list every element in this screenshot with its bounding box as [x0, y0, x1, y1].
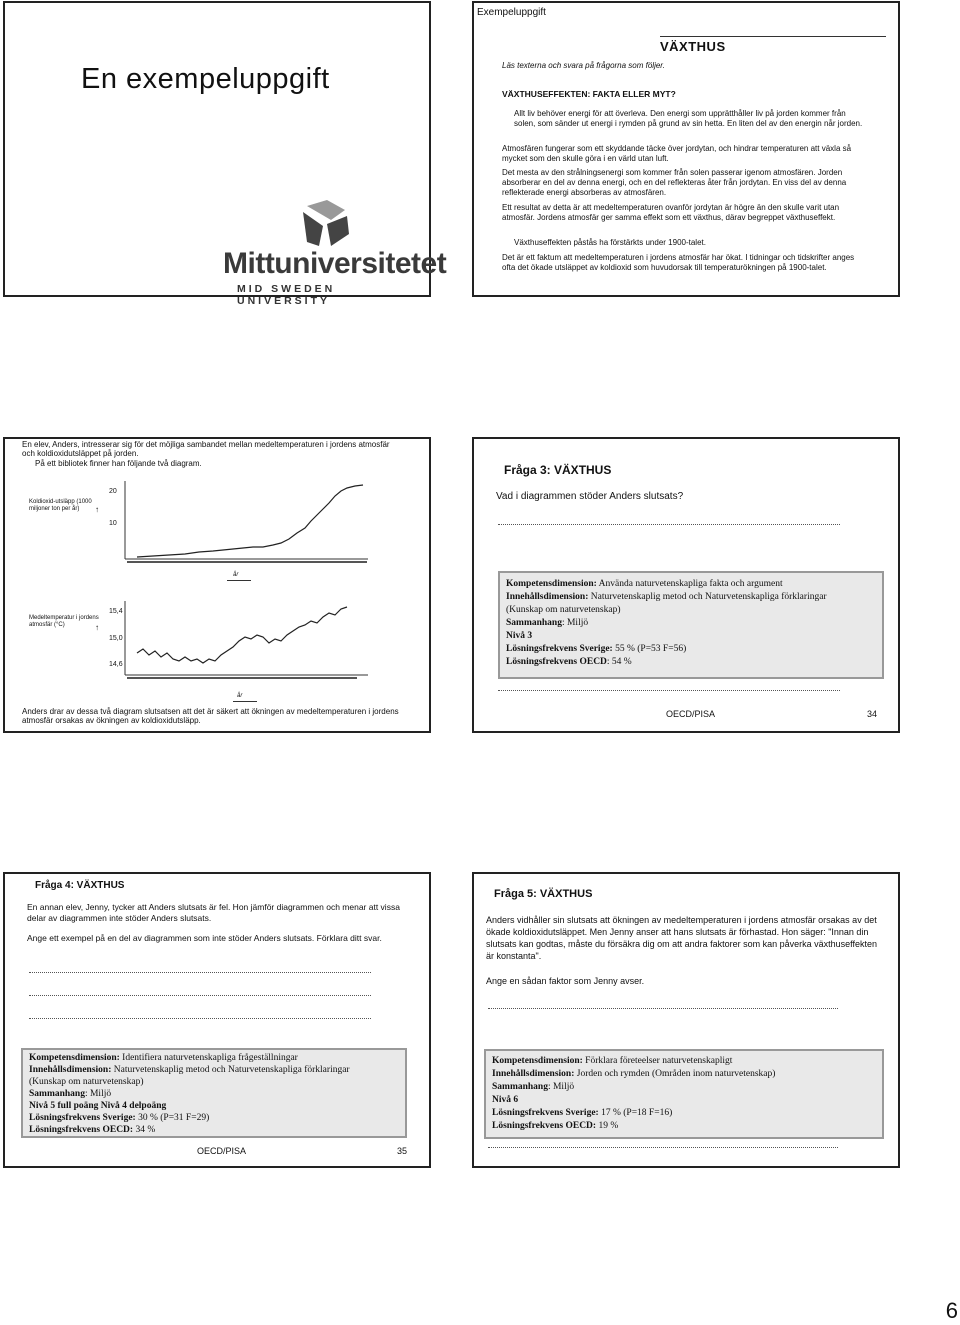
slide-question-5 — [472, 872, 900, 1168]
assessment-row: Lösningsfrekvens OECD: 34 % — [29, 1125, 156, 1135]
assessment-row: Kompetensdimension: Identifiera naturvetenskapliga frågeställningar — [29, 1053, 298, 1063]
assessment-row: Lösningsfrekvens OECD: 54 % — [506, 657, 632, 667]
text-paragraph: Växthuseffekten påstås ha förstärkts under 1900-talet. — [514, 238, 706, 247]
assessment-box — [498, 571, 884, 679]
title-rule — [660, 36, 886, 37]
temperature-chart — [123, 601, 373, 683]
question-paragraph: Ange ett exempel på en del av diagrammen som inte stöder Anders slutsats. Förklara ditt svar. — [27, 933, 382, 943]
chart2-ytick: 15,0 — [109, 635, 123, 642]
footer-page: 35 — [397, 1146, 408, 1156]
assessment-row: Innehållsdimension: Naturvetenskaplig metod och Naturvetenskapliga förklaringar — [29, 1065, 350, 1075]
document-title: VÄXTHUS — [660, 39, 726, 54]
chart2-xlabel: år — [237, 693, 243, 699]
up-arrow-icon: ↑ — [95, 623, 99, 632]
assessment-row: Nivå 3 — [506, 631, 533, 641]
slide-title — [3, 1, 447, 307]
chart1-ytick: 10 — [109, 520, 117, 527]
chart2-ytick: 15,4 — [109, 608, 123, 615]
logo-subtitle: MID SWEDEN UNIVERSITY — [237, 283, 336, 307]
assessment-row: Innehållsdimension: Naturvetenskaplig metod och Naturvetenskapliga förklaringar — [506, 592, 827, 602]
answer-line — [29, 1017, 371, 1019]
question-title: Fråga 3: VÄXTHUS — [504, 463, 612, 477]
assessment-row: Kompetensdimension: Använda naturvetenskapliga fakta och argument — [506, 579, 783, 589]
assessment-row: Innehållsdimension: Jorden och rymden (Områden inom naturvetenskap) — [492, 1069, 776, 1079]
page-number: 6 — [945, 1298, 958, 1323]
assessment-row: (Kunskap om naturvetenskap) — [29, 1077, 144, 1087]
assessment-row: Lösningsfrekvens Sverige: 17 % (P=18 F=16) — [492, 1108, 673, 1118]
university-logo-icon — [301, 198, 353, 248]
assessment-row: Nivå 5 full poäng Nivå 4 delpoäng — [29, 1101, 167, 1111]
assessment-row: Sammanhang: Miljö — [506, 618, 589, 628]
text-paragraph: Det mesta av den strålningsenergi som kommer från solen passerar igenom atmosfären. Jorden absorberar en del av denna energi, och en del reflekteras åter från jordytan. En viss del av denna reflekterade energi absorberas av atmosfären. — [502, 168, 847, 197]
right-arrow-icon — [227, 580, 251, 581]
answer-line — [29, 971, 371, 973]
assessment-row: Sammanhang: Miljö — [29, 1089, 112, 1099]
slide-header-label: Exempeluppgift — [477, 7, 546, 18]
assessment-row: Kompetensdimension: Förklara företeelser naturvetenskapligt — [492, 1056, 733, 1066]
text-paragraph: Det är ett faktum att medeltemperaturen i jordens atmosfär har ökat. I tidningar och tidskrifter anges ofta det ökade utsläppet av koldioxid som huvudorsak till temperaturökningen på 1900-talet. — [502, 253, 855, 272]
assessment-row: Nivå 6 — [492, 1095, 519, 1105]
text-paragraph: Ett resultat av detta är att medeltemperaturen ovanför jordytan är högre än den skulle varit utan atmosfär. Jordens atmosfär ger samma effekt som ett växthus, därav begreppet växthuseffekt. — [502, 203, 840, 222]
assessment-row: Lösningsfrekvens OECD: 19 % — [492, 1121, 619, 1131]
logo-wordmark: Mittuniversitetet — [223, 247, 447, 280]
slide-title-text: En exempeluppgift — [81, 63, 330, 95]
conclusion-text: Anders drar av dessa två diagram slutsatsen att det är säkert att ökningen av medeltemperaturen i jordens atmosfär orsakas av ökningen av koldioxidutsläpp. — [22, 707, 399, 725]
assessment-row: Sammanhang: Miljö — [492, 1082, 575, 1092]
chart1-xlabel: år — [233, 572, 239, 578]
answer-line — [488, 1146, 838, 1148]
text-paragraph: Atmosfären fungerar som ett skyddande täcke över jordytan, och hindrar temperaturen att växla så mycket som den skulle göra i en värld utan luft. — [502, 144, 852, 163]
footer-label: OECD/PISA — [666, 709, 716, 719]
question-paragraph: Ange en sådan faktor som Jenny avser. — [486, 976, 645, 986]
footer-label: OECD/PISA — [197, 1146, 247, 1156]
right-arrow-icon — [233, 701, 257, 702]
question-text: Vad i diagrammen stöder Anders slutsats? — [496, 491, 684, 502]
slide-question-4 — [3, 872, 431, 1168]
answer-line — [488, 1007, 838, 1009]
footer-page: 34 — [867, 709, 878, 719]
answer-line — [498, 523, 840, 525]
assessment-row: Lösningsfrekvens Sverige: 55 % (P=53 F=56) — [506, 644, 687, 654]
slide-vaxthus-text — [472, 1, 900, 297]
chart2-ylabel: Medeltemperatur i jordens atmosfär (°C) — [29, 615, 99, 628]
question-title: Fråga 4: VÄXTHUS — [35, 880, 125, 891]
answer-line — [498, 689, 840, 691]
assessment-box — [484, 1049, 884, 1139]
assessment-box — [21, 1048, 407, 1138]
scenario-intro: En elev, Anders, intresserar sig för det möjliga sambandet mellan medeltemperaturen i jordens atmosfär och koldioxidutsläppet på jorden. — [22, 440, 390, 458]
intro-text: Läs texterna och svara på frågorna som följer. — [502, 61, 665, 70]
chart2-ytick: 14,6 — [109, 661, 123, 668]
question-paragraph: En annan elev, Jenny, tycker att Anders slutsats är fel. Hon jämför diagrammen och menar att vissa delar av diagrammen inte stöder Anders slutsats. — [27, 902, 400, 923]
scenario-intro-2: På ett bibliotek finner han följande två diagram. — [35, 459, 202, 468]
chart1-ytick: 20 — [109, 488, 117, 495]
up-arrow-icon: ↑ — [95, 505, 99, 514]
question-paragraph: Anders vidhåller sin slutsats att ökningen av medeltemperaturen i jordens atmosfär orsakas av det ökade koldioxidutsläppet. Men Jenny anser att hans slutsats är förhastad. Hon säger: "Innan din slutsats kan godtas, måste du försäkra dig om att andra faktorer som kan påverka växthuseffekten är konstanta". — [486, 915, 878, 961]
co2-emissions-chart — [123, 481, 373, 571]
question-title: Fråga 5: VÄXTHUS — [494, 888, 593, 900]
assessment-row: Lösningsfrekvens Sverige: 30 % (P=31 F=29) — [29, 1113, 210, 1123]
answer-line — [29, 994, 371, 996]
slide-diagrams — [3, 437, 431, 733]
text-heading: VÄXTHUSEFFEKTEN: FAKTA ELLER MYT? — [502, 89, 676, 99]
text-paragraph: Allt liv behöver energi för att överleva. Den energi som upprätthåller liv på jorden kommer från solen, som sänder ut energi i rymden på grund av sin hetta. En liten del av den energin når jorden. — [514, 109, 863, 128]
slide-question-3 — [472, 437, 900, 733]
assessment-row: (Kunskap om naturvetenskap) — [506, 605, 621, 615]
chart1-ylabel: Koldioxid-utsläpp (1000 miljoner ton per år) — [29, 499, 92, 512]
